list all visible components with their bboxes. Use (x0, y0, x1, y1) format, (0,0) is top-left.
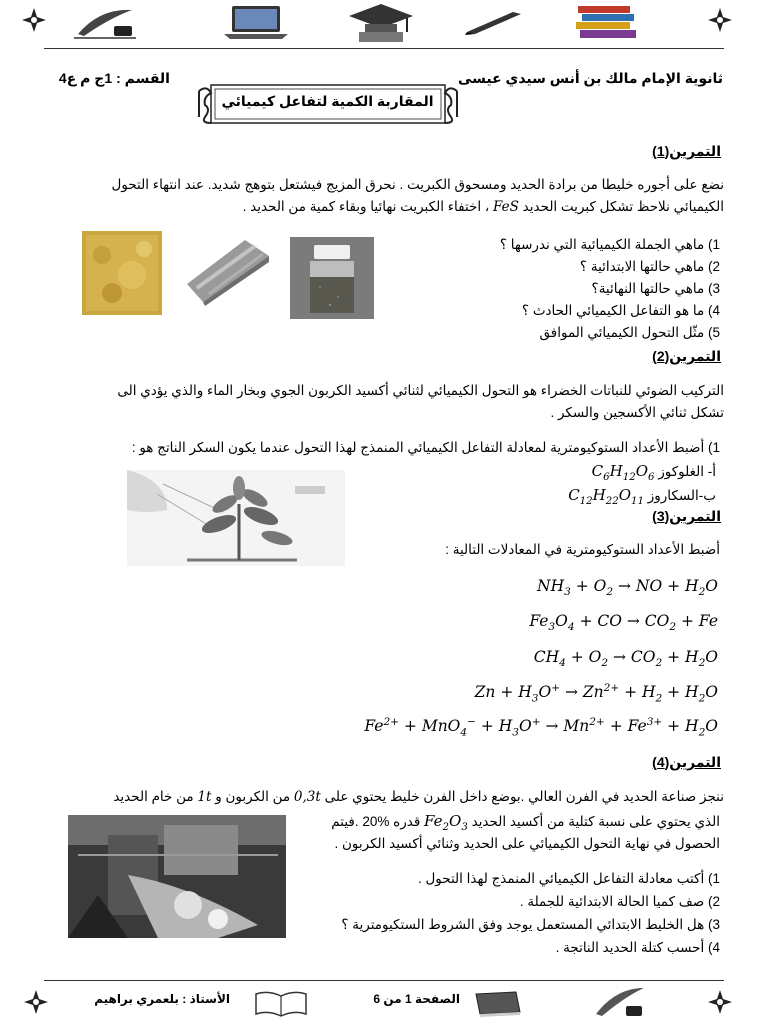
formula-fe2o3: $Fe_2O_3$ (424, 812, 468, 833)
exercise-3-title: التمرين(3) (652, 508, 721, 524)
glucose-label: أ- الغلوكوز (658, 464, 716, 479)
exercise-4-line-1 (60, 786, 724, 808)
exercise-4-question-4: 4) أحسب كتلة الحديد الناتجة . (555, 940, 720, 955)
equation-2: $Fe_3O_4$ + CO → $CO_2 + Fe$ (529, 612, 718, 634)
exercise-2-title: التمرين(2) (652, 348, 721, 364)
flower-ornament-icon (22, 988, 50, 1016)
exercise-4-question-3: 3) هل الخليط الابتدائي المستعمل يوجد وفق الشروط الستكيومترية ؟ (341, 917, 720, 932)
exercise-1-question-3: 3) ماهي حالتها النهائية؟ (591, 281, 720, 296)
glucose-formula: $C_6H_{12}O_6$ (591, 462, 655, 483)
exercise-4-line-1c: من خام الحديد (113, 789, 194, 804)
exercise-1-question-5: 5) مثّل التحول الكيميائي الموافق (539, 325, 720, 340)
carbon-mass: 0,3t (293, 789, 321, 805)
exercise-4-line-3: الحصول في نهاية التحول الكيميائي على الحديد وثنائي أكسيد الكربون . (334, 836, 720, 851)
page-title: المقاربة الكمية لتفاعل كيميائي (221, 93, 434, 109)
exercise-4-line-1b: من الكربون و (215, 789, 291, 804)
school-name: ثانوية الإمام مالك بن أنس سيدي عيسى (457, 70, 723, 86)
exercise-4-line-2a: الذي يحتوي على نسبة كتلية من أكسيد الحديد (471, 814, 720, 829)
exercise-1-question-4: 4) ما هو التفاعل الكيميائي الحادث ؟ (521, 303, 720, 318)
equation-1: $NH_3 + O_2$ → NO + $H_2O$ (537, 577, 718, 599)
sulfur-powder-image (82, 231, 162, 315)
book-stack-icon (574, 2, 640, 42)
closed-book-icon (470, 988, 524, 1018)
exercise-4-title: التمرين(4) (652, 754, 721, 770)
exercise-1-line-2b: ، اختفاء الكبريت نهائيا وبقاء كمية من الحديد . (242, 199, 490, 214)
graduation-cap-books-icon (345, 2, 417, 44)
footer-rule (44, 980, 724, 981)
section-label: القسم : 1ج م ع4 (58, 70, 170, 86)
exercise-1-line-2a: الكيميائي نلاحظ تشكل كبريت الحديد (522, 199, 724, 214)
exercise-4-line-1a: ننجز صناعة الحديد في الفرن العالي .بوضع داخل الفرن خليط يحتوي على (324, 789, 724, 804)
tile-image (183, 236, 273, 306)
formula-fes: FeS (493, 199, 519, 215)
quill-inkwell-icon (590, 984, 648, 1020)
blast-furnace-image (68, 815, 286, 938)
exercise-4-question-1: 1) أكتب معادلة التفاعل الكيميائي المنمذج لهذا التحول . (417, 871, 720, 886)
flower-ornament-icon (706, 6, 734, 34)
laptop-icon (222, 4, 290, 40)
exercise-4-line-2b: قدره %20 .فيتم (331, 814, 421, 829)
glucose-line (592, 460, 716, 482)
exercise-1-line-2 (60, 196, 724, 218)
ore-mass: 1t (197, 789, 212, 805)
iron-filings-jar-image (290, 237, 374, 319)
exercise-1-question-1: 1) ماهي الجملة الكيميائية التي ندرسها ؟ (499, 237, 720, 252)
quill-inkwell-icon (70, 4, 140, 40)
exercise-3-intro: أضبط الأعداد الستوكيومترية في المعادلات التالية : (445, 542, 720, 557)
exercise-2-question-1: 1) أضبط الأعداد الستوكيومترية لمعادلة التفاعل الكيميائي المنمذج لهذا التحول عندما يكون السكر الناتج هو : (131, 440, 720, 455)
exercise-2-line-1: التركيب الضوئي للنباتات الخضراء هو التحول الكيميائي لثنائي أكسيد الكربون الجوي وبخار الماء والذي يؤدي الى (117, 383, 724, 398)
equation-3: $CH_4 + O_2 \to CO_2 + H_2O$ (533, 648, 718, 670)
flower-ornament-icon (20, 6, 48, 34)
flower-ornament-icon (706, 988, 734, 1016)
exercise-1-line-1: نضع على أجوره خليطا من برادة الحديد ومسحوق الكبريت . نحرق المزيج فيشتعل بتوهج شديد. عند انتهاء التحول (111, 177, 724, 192)
teacher-name: الأستاذ : بلعمري براهيم (94, 992, 230, 1006)
exercise-2-line-2: تشكل ثنائي الأكسجين والسكر . (550, 405, 724, 420)
open-book-icon (252, 988, 310, 1018)
exercise-1-question-2: 2) ماهي حالتها الابتدائية ؟ (579, 259, 720, 274)
exercise-1-title: التمرين(1) (652, 143, 721, 159)
photosynthesis-diagram-image (127, 470, 345, 566)
page-number: الصفحة 1 من 6 (373, 992, 460, 1006)
exercise-4-question-2: 2) صف كميا الحالة الابتدائية للجملة . (519, 894, 720, 909)
header-rule (44, 48, 724, 49)
equation-5: $Fe^{2+} + MnO_4^- + H_3O^+ \to Mn^{2+} + Fe^{3+} + H_2O$ (364, 716, 718, 739)
sucrose-line (568, 484, 716, 506)
pen-icon (463, 8, 525, 36)
sucrose-formula: $C_{12}H_{22}O_{11}$ (568, 486, 644, 507)
equation-4: $Zn + H_3O^+ \to Zn^{2+} + H_2 + H_2O$ (474, 682, 718, 705)
sucrose-label: ب-السكاروز (647, 488, 716, 503)
